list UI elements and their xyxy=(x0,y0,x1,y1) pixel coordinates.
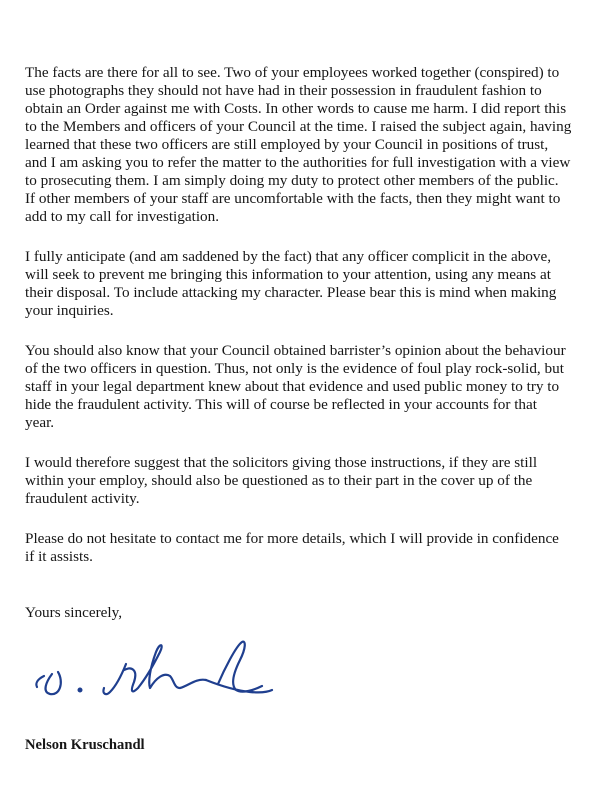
letter-body xyxy=(25,64,605,588)
signature-stroke xyxy=(46,672,61,694)
signature-stroke xyxy=(218,642,262,692)
text-line: if it assists. xyxy=(25,548,93,565)
text-line: will seek to prevent me bringing this information to your attention, using any means at xyxy=(25,266,551,283)
text-line: and I am asking you to refer the matter to the authorities for full investigation with a view xyxy=(25,154,571,171)
text-line: If other members of your staff are uncomfortable with the facts, then they might want to xyxy=(25,190,561,207)
signature-ink xyxy=(36,642,272,694)
text-line: learned that these two officers are still employed by your Council in positions of trust, xyxy=(25,136,549,153)
text-line: to the Members and officers of your Council at the time. I raised the subject again, having xyxy=(25,118,572,135)
text-line: obtain an Order against me with Costs. In other words to cause me harm. I did report this xyxy=(25,100,567,117)
paragraph-5 xyxy=(25,530,605,566)
paragraph-1 xyxy=(25,64,605,226)
text-line: staff in your legal department knew about that evidence and used public money to try to xyxy=(25,378,560,395)
text-line: your inquiries. xyxy=(25,302,114,319)
paragraph-4 xyxy=(25,454,605,508)
text-line: add to my call for investigation. xyxy=(25,208,220,225)
text-line: I fully anticipate (and am saddened by the fact) that any officer complicit in the above, xyxy=(25,248,552,265)
text-line: The facts are there for all to see. Two of your employees worked together (conspired) to xyxy=(25,64,560,81)
text-line: within your employ, should also be questioned as to their part in the cover up of the xyxy=(25,472,533,489)
text-line: of the two officers in question. Thus, not only is the evidence of foul play rock-solid, but xyxy=(25,360,564,377)
signature-stroke xyxy=(103,664,126,694)
text-line: their disposal. To include attacking my character. Please bear this is mind when making xyxy=(25,284,557,301)
paragraph-3 xyxy=(25,342,605,432)
text-line: to prosecuting them. I am simply doing my duty to protect other members of the public. xyxy=(25,172,559,189)
text-line: hide the fraudulent activity. This will of course be reflected in your accounts for that xyxy=(25,396,537,413)
handwritten-signature xyxy=(30,626,280,706)
text-line: use photographs they should not have had in their possession in fraudulent fashion to xyxy=(25,82,542,99)
text-line: year. xyxy=(25,414,55,431)
signer-name: Nelson Kruschandl xyxy=(25,737,145,753)
text-line: Please do not hesitate to contact me for more details, which I will provide in confidence xyxy=(25,530,559,547)
signature-dot xyxy=(79,689,82,692)
signature-stroke xyxy=(36,676,44,687)
text-line: You should also know that your Council obtained barrister’s opinion about the behaviour xyxy=(25,342,566,359)
text-line: fraudulent activity. xyxy=(25,490,140,507)
signature-stroke xyxy=(124,645,206,691)
closing-salutation: Yours sincerely, xyxy=(25,604,123,621)
text-line: I would therefore suggest that the solicitors giving those instructions, if they are still xyxy=(25,454,538,471)
paragraph-2 xyxy=(25,248,605,320)
